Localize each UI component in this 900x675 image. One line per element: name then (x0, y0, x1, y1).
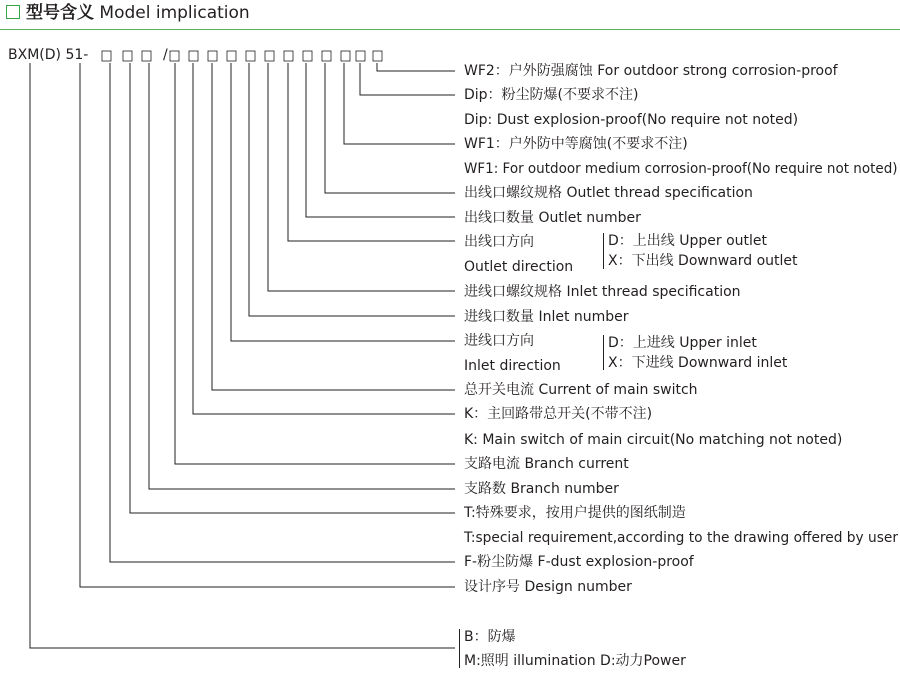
desc-dip-cn: Dip：粉尘防爆(不要求不注) (464, 87, 639, 103)
model-code (8, 47, 168, 63)
model-separator-dash: - (83, 47, 89, 63)
desc-inlet-upper: D：上进线 Upper inlet (608, 335, 757, 351)
desc-b-explosion: B：防爆 (464, 629, 516, 645)
desc-dip-en: Dip: Dust explosion-proof(No require not noted) (464, 112, 799, 128)
desc-wf1-en: WF1: For outdoor medium corrosion-proof(No require not noted) (464, 161, 898, 177)
desc-inlet-direction-en: Inlet direction (464, 358, 561, 374)
model-separator-slash: / (163, 47, 168, 63)
model-prefix: BXM(D) (8, 47, 61, 63)
model-series: 51 (65, 47, 84, 63)
desc-inlet-number: 进线口数量 Inlet number (464, 309, 629, 325)
desc-branch-number: 支路数 Branch number (464, 481, 619, 497)
desc-outlet-upper: D：上出线 Upper outlet (608, 233, 767, 249)
title-en: Model implication (99, 3, 250, 23)
desc-special-cn: T:特殊要求，按用户提供的图纸制造 (464, 505, 686, 521)
desc-main-switch-current: 总开关电流 Current of main switch (464, 382, 698, 398)
desc-m-d-usage: M:照明 illumination D:动力Power (464, 653, 686, 669)
desc-outlet-direction-en: Outlet direction (464, 259, 574, 275)
desc-wf1-cn: WF1：户外防中等腐蚀(不要求不注) (464, 136, 688, 152)
desc-outlet-thread: 出线口螺纹规格 Outlet thread specification (464, 185, 753, 201)
title-cn: 型号含义 (26, 3, 94, 23)
desc-design-number: 设计序号 Design number (464, 579, 632, 595)
desc-special-en: T:special requirement,according to the drawing offered by user (464, 530, 899, 546)
desc-dust-explosion: F-粉尘防爆 F-dust explosion-proof (464, 554, 694, 570)
desc-main-switch-cn: K：主回路带总开关(不带不注) (464, 406, 653, 422)
desc-branch-current: 支路电流 Branch current (464, 456, 629, 472)
desc-wf2: WF2：户外防强腐蚀 For outdoor strong corrosion-proof (464, 63, 838, 79)
desc-outlet-number: 出线口数量 Outlet number (464, 210, 641, 226)
desc-main-switch-en: K: Main switch of main circuit(No matching not noted) (464, 432, 843, 448)
desc-inlet-thread: 进线口螺纹规格 Inlet thread specification (464, 284, 741, 300)
model-code-boxes (102, 51, 382, 61)
desc-inlet-downward: X：下进线 Downward inlet (608, 355, 788, 371)
desc-outlet-direction-cn: 出线口方向 (464, 234, 534, 250)
desc-outlet-downward: X：下出线 Downward outlet (608, 253, 798, 269)
desc-inlet-direction-cn: 进线口方向 (464, 333, 534, 349)
